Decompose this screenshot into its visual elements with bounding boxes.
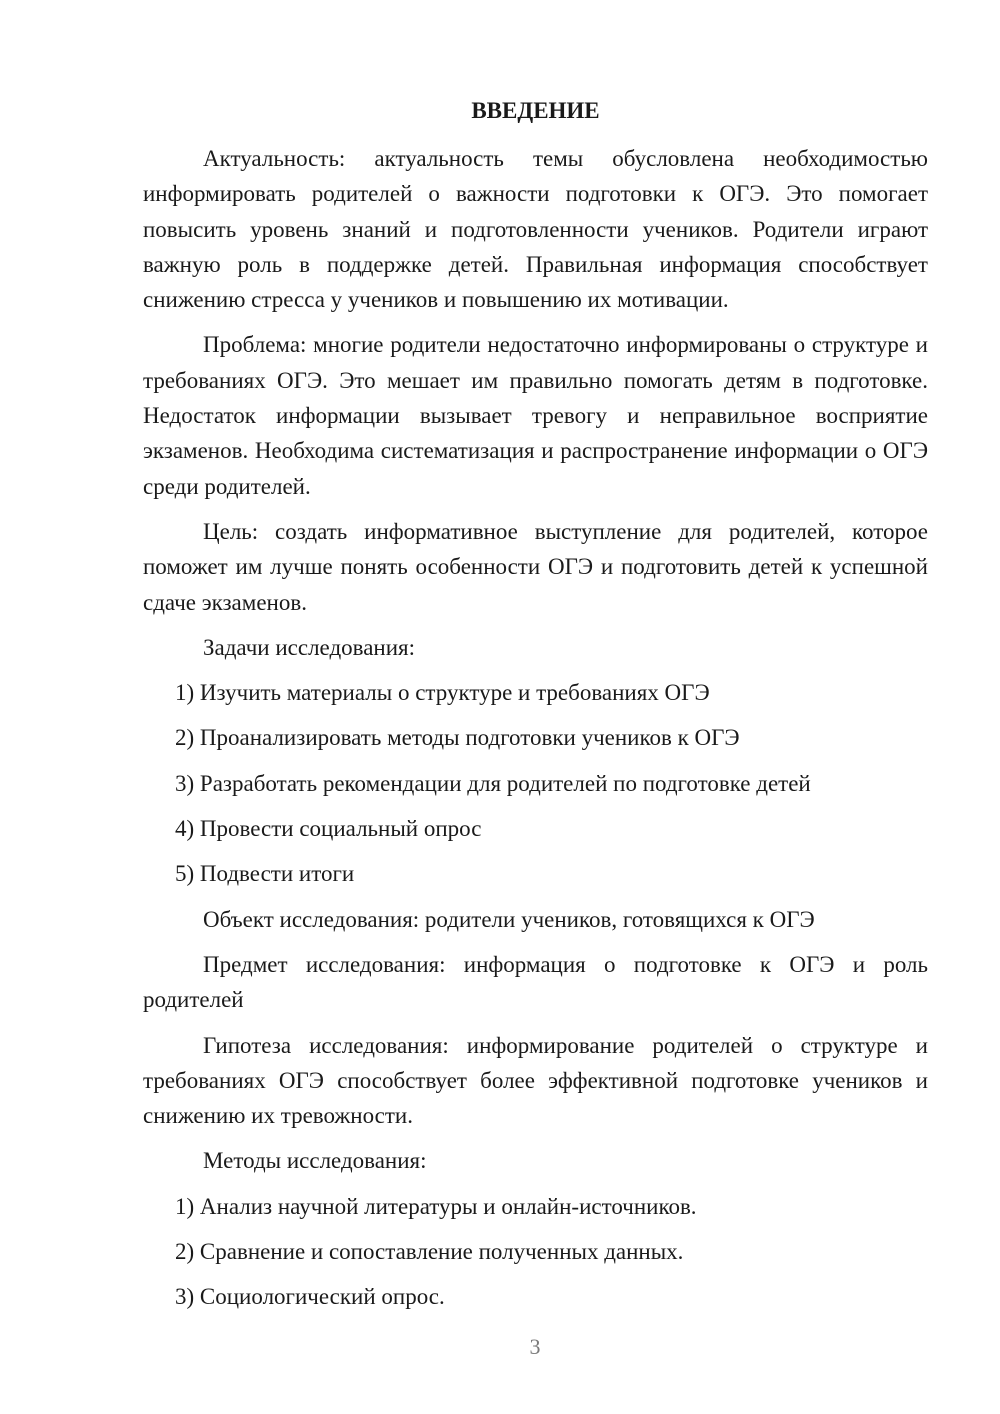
method-item: 2) Сравнение и сопоставление полученных данных. [175, 1239, 684, 1265]
tasks-heading: Задачи исследования: [203, 634, 416, 660]
task-item: 4) Провести социальный опрос [175, 816, 482, 842]
hypothesis-paragraph: Гипотеза исследования: информирование родителей о структуре и требованиях ОГЭ способствует более эффективной подготовке учеников и снижению их тревожности. [143, 1032, 928, 1129]
task-item: 2) Проанализировать методы подготовки учеников к ОГЭ [175, 725, 740, 751]
methods-heading: Методы исследования: [203, 1148, 427, 1174]
object-line: Объект исследования: родители учеников, готовящихся к ОГЭ [203, 906, 815, 932]
page-number: 3 [529, 1334, 541, 1359]
subject-paragraph: Предмет исследования: информация о подготовке к ОГЭ и роль родителей [143, 951, 928, 1013]
relevance-paragraph: Актуальность: актуальность темы обусловлена необходимостью информировать родителей о важности подготовки к ОГЭ. Это помогает повысить уровень знаний и подготовленности учеников. Родители играют важную роль в поддержке детей. Правильная информация способствует снижению стресса у учеников и повышению их мотивации. [143, 146, 928, 313]
problem-paragraph: Проблема: многие родители недостаточно информированы о структуре и требованиях ОГЭ. Это мешает им правильно помогать детям в подготовке. Недостаток информации вызывает тревогу и неправильное восприятие экзаменов. Необходима систематизация и распространение информации о ОГЭ среди родителей. [143, 332, 928, 499]
method-item: 1) Анализ научной литературы и онлайн-источников. [175, 1193, 697, 1219]
method-item: 3) Социологический опрос. [175, 1284, 445, 1310]
task-item: 3) Разработать рекомендации для родителей по подготовке детей [175, 770, 811, 796]
goal-paragraph: Цель: создать информативное выступление для родителей, которое поможет им лучше понять особенности ОГЭ и подготовить детей к успешной сдаче экзаменов. [143, 518, 928, 615]
task-item: 1) Изучить материалы о структуре и требованиях ОГЭ [175, 680, 710, 706]
document-title: ВВЕДЕНИЕ [471, 98, 600, 123]
task-item: 5) Подвести итоги [175, 861, 355, 887]
document-body [143, 141, 928, 1325]
